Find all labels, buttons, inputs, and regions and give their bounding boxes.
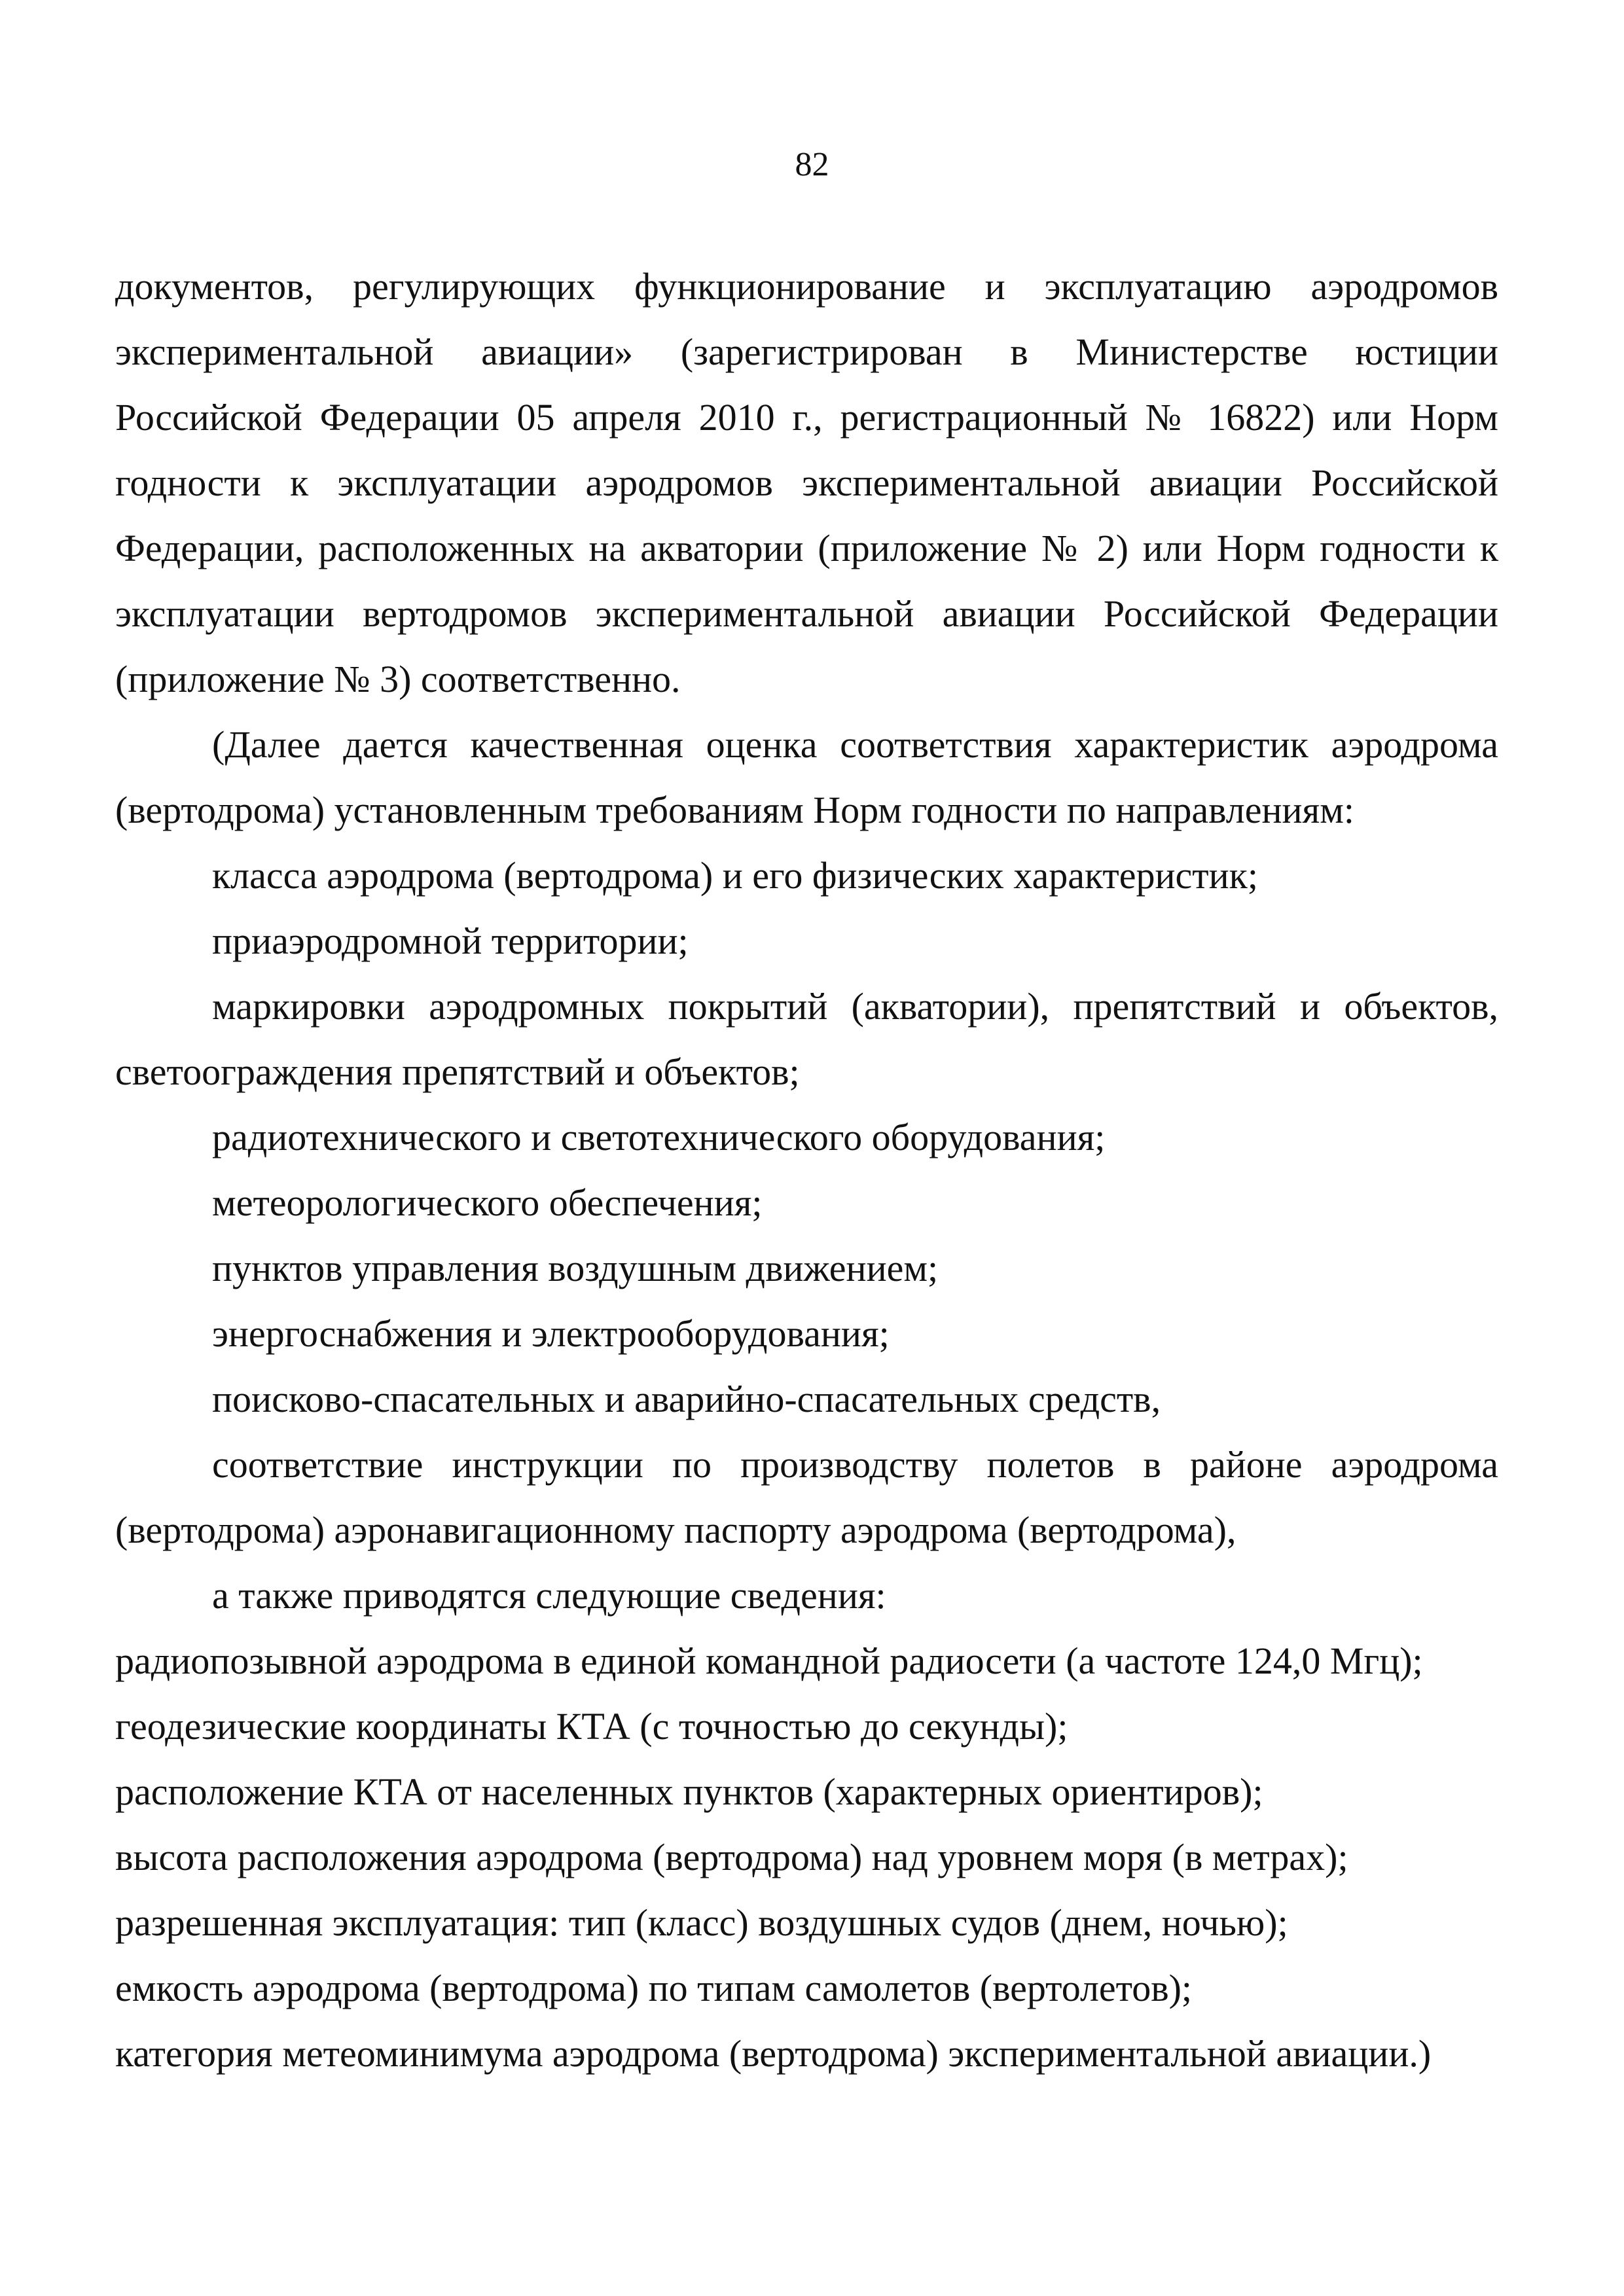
- direction-item: метеорологического обеспечения;: [212, 1181, 763, 1224]
- info-item: высота расположения аэродрома (вертодрома) над уровнем моря (в метрах);: [115, 1836, 1348, 1878]
- paragraph-assessment-intro: (Далее дается качественная оценка соответствия характеристик аэродрома (вертодрома) установленным требованиям Норм годности по направлениям:: [115, 723, 1498, 831]
- info-item: разрешенная эксплуатация: тип (класс) воздушных судов (днем, ночью);: [115, 1901, 1288, 1944]
- info-item: радиопозывной аэродрома в единой командной радиосети (а частоте 124,0 Мгц);: [115, 1640, 1423, 1682]
- document-body: [115, 254, 1498, 2087]
- paragraph-norms-reference: документов, регулирующих функционирование и эксплуатацию аэродромов экспериментальной авиации» (зарегистрирован в Министерстве юстиции Российской Федерации 05 апреля 2010 г., регистрационный № 16822) или Норм годности к эксплуатации аэродромов экспериментальной авиации Российской Федерации, расположенных на акватории (приложение № 2) или Норм годности к эксплуатации вертодромов экспериментальной авиации Российской Федерации (приложение № 3) соответственно.: [115, 265, 1498, 700]
- info-item: категория метеоминимума аэродрома (вертодрома) экспериментальной авиации.): [115, 2032, 1432, 2075]
- direction-item: соответствие инструкции по производству полетов в районе аэродрома (вертодрома) аэронавигационному паспорту аэродрома (вертодрома),: [115, 1443, 1498, 1551]
- direction-item: маркировки аэродромных покрытий (акватории), препятствий и объектов, светоограждения препятствий и объектов;: [115, 985, 1498, 1093]
- info-item: расположение КТА от населенных пунктов (характерных ориентиров);: [115, 1770, 1263, 1813]
- page-number: 82: [795, 146, 829, 183]
- info-item: емкость аэродрома (вертодрома) по типам самолетов (вертолетов);: [115, 1967, 1193, 2009]
- direction-item: класса аэродрома (вертодрома) и его физических характеристик;: [212, 854, 1258, 897]
- direction-item: пунктов управления воздушным движением;: [212, 1247, 939, 1289]
- info-item: геодезические координаты КТА (с точностью до секунды);: [115, 1705, 1068, 1748]
- direction-item: энергоснабжения и электрооборудования;: [212, 1312, 890, 1355]
- direction-item: приаэродромной территории;: [212, 920, 689, 962]
- direction-item: радиотехнического и светотехнического оборудования;: [212, 1116, 1106, 1158]
- direction-item: поисково-спасательных и аварийно-спасательных средств,: [212, 1378, 1161, 1420]
- info-intro: а также приводятся следующие сведения:: [212, 1574, 886, 1617]
